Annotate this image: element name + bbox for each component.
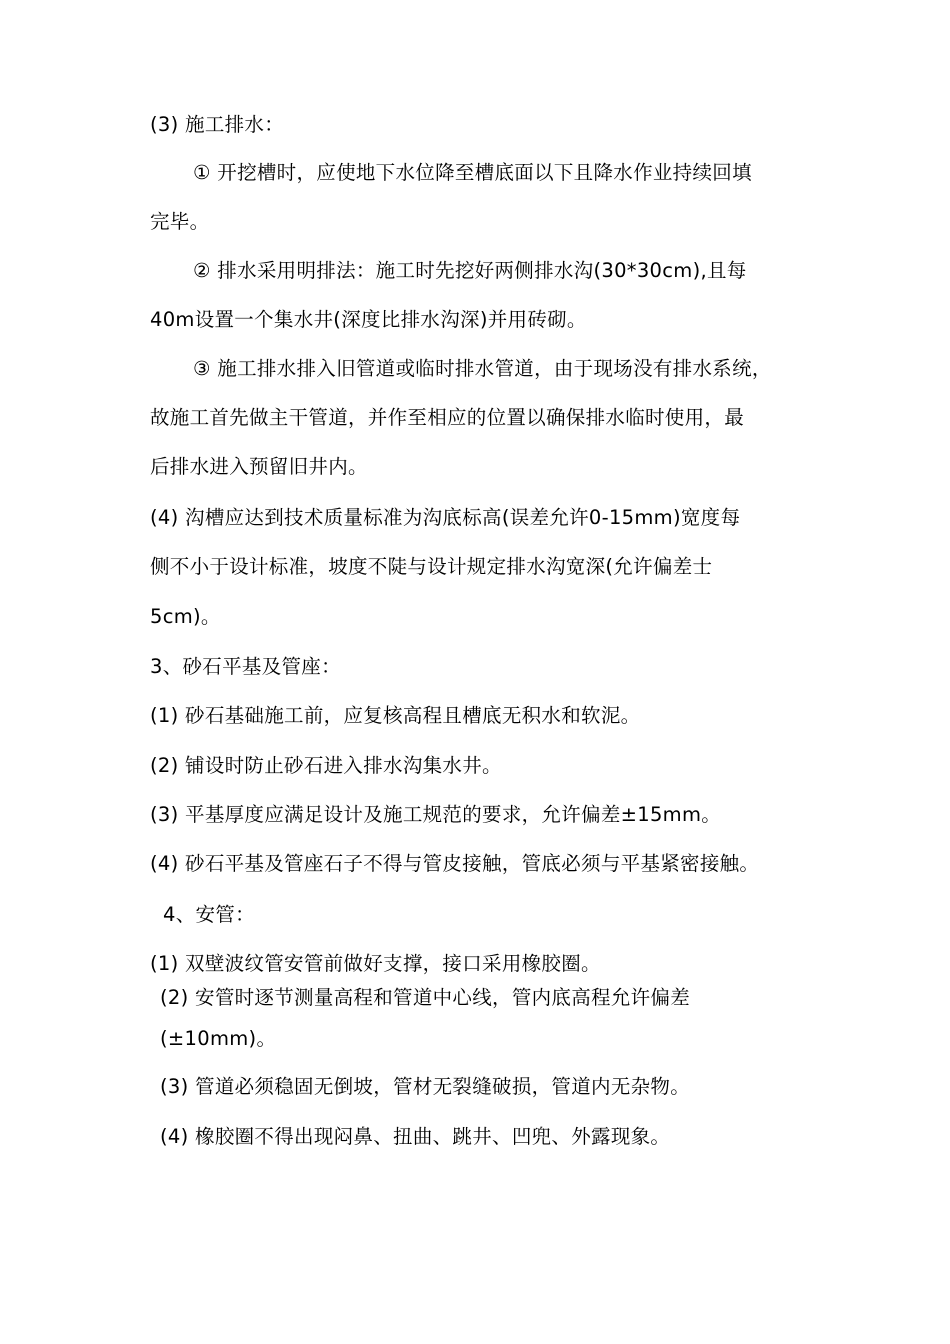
paragraph-line: ① 开挖槽时，应使地下水位降至槽底面以下且降水作业持续回填 (193, 161, 752, 184)
heading-gravel-base: 3、砂石平基及管座： (150, 655, 341, 678)
paragraph-line: (4) 沟槽应达到技术质量标准为沟底标高(误差允许0-15mm)宽度每 (150, 506, 741, 529)
paragraph-line: 故施工首先做主干管道，并作至相应的位置以确保排水临时使用，最 (150, 406, 745, 429)
paragraph-line: ② 排水采用明排法：施工时先挖好两侧排水沟(30*30cm),且每 (193, 259, 747, 282)
paragraph-line: (2) 铺设时防止砂石进入排水沟集水井。 (150, 754, 502, 777)
paragraph-line: (1) 砂石基础施工前，应复核高程且槽底无积水和软泥。 (150, 704, 641, 727)
heading-pipe-laying: 4、安管： (163, 903, 255, 926)
paragraph-line: 侧不小于设计标准，坡度不陡与设计规定排水沟宽深(允许偏差士 (150, 555, 713, 578)
paragraph-line: ③ 施工排水排入旧管道或临时排水管道，由于现场没有排水系统， (193, 357, 772, 380)
paragraph-line: (3) 平基厚度应满足设计及施工规范的要求，允许偏差±15mm。 (150, 803, 722, 826)
paragraph-line: (±10mm)。 (160, 1027, 277, 1050)
paragraph-line: 后排水进入预留旧井内。 (150, 455, 368, 478)
paragraph-line: 40m设置一个集水井(深度比排水沟深)并用砖砌。 (150, 308, 587, 331)
paragraph-line: (3) 管道必须稳固无倒坡，管材无裂缝破损，管道内无杂物。 (160, 1075, 691, 1098)
heading-drainage: (3) 施工排水： (150, 113, 285, 136)
paragraph-line: (4) 砂石平基及管座石子不得与管皮接触，管底必须与平基紧密接触。 (150, 852, 760, 875)
paragraph-line: (2) 安管时逐节测量高程和管道中心线，管内底高程允许偏差 (160, 986, 691, 1009)
paragraph-line: (1) 双壁波纹管安管前做好支撑，接口采用橡胶圈。 (150, 952, 601, 975)
paragraph-line: 5cm)。 (150, 605, 221, 628)
paragraph-line: 完毕。 (150, 210, 210, 233)
paragraph-line: (4) 橡胶圈不得出现闷鼻、扭曲、跳井、凹兜、外露现象。 (160, 1125, 671, 1148)
